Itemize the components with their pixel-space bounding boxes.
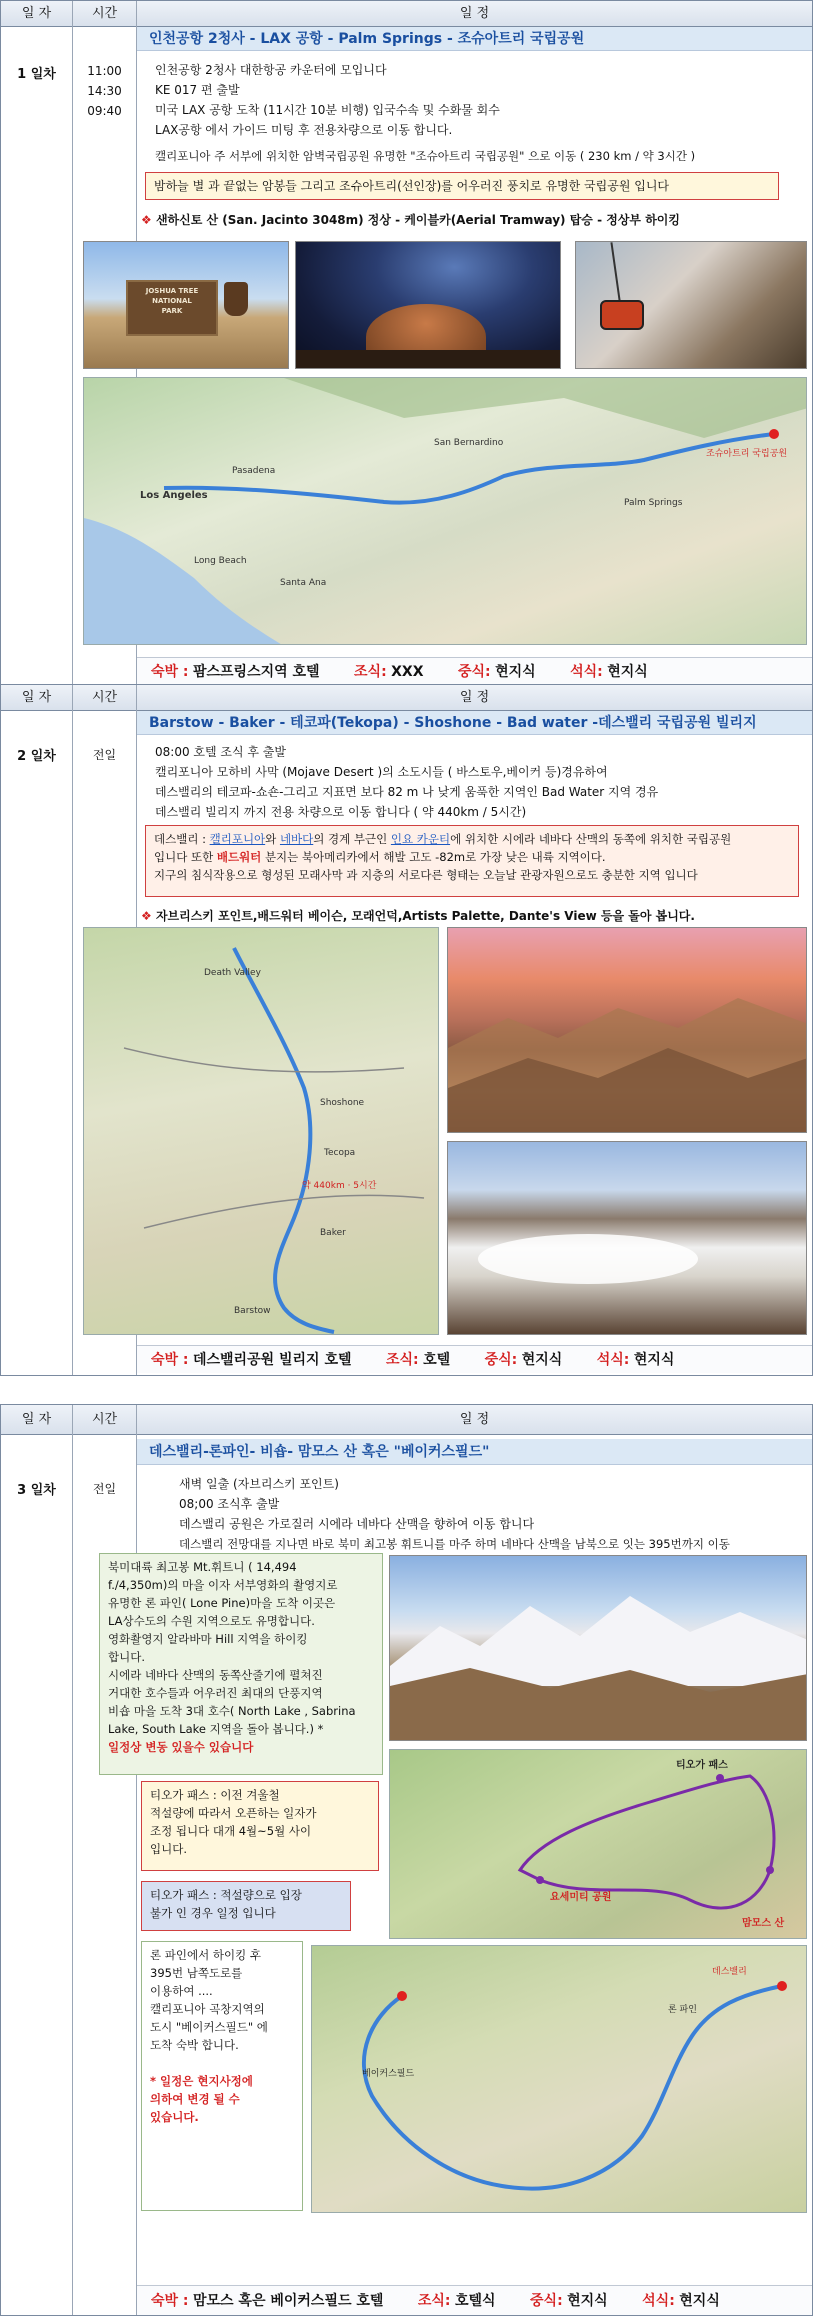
day3-table — [0, 1404, 813, 2316]
map4-label-death-valley: 데스밸리 — [712, 1967, 747, 1977]
day2-line-3: 데스밸리의 테코파-쇼숀-그리고 지표면 보다 82 m 나 낮게 움푹한 지역인 Bad Water 지역 경유 — [155, 785, 659, 799]
breakfast-label: 조식: — [417, 2293, 451, 2309]
day2-info-box — [145, 825, 799, 897]
day3-tioga-closed-box — [141, 1881, 351, 1931]
map1-label-lb: Long Beach — [194, 556, 247, 566]
bakersfield-warning: * 일정은 현지사정에 — [150, 2074, 253, 2088]
header-time: 시간 — [73, 1405, 137, 1435]
day2-highlight-text: 자브리스키 포인트,배드워터 베이슨, 모래언덕,Artists Palette, Dante's View 등을 돌아 봅니다. — [155, 909, 695, 923]
tram-car — [600, 300, 644, 330]
day1-line-2: KE 017 편 출발 — [155, 83, 240, 97]
header-day: 일 자 — [1, 1, 73, 27]
tioga-line: 티오가 패스 : 이전 겨울철 — [150, 1788, 280, 1802]
table-header — [1, 1, 812, 27]
day1-label-cell — [1, 27, 73, 685]
nps-badge — [224, 282, 248, 316]
breakfast-label: 조식: — [354, 664, 387, 680]
day2-label-cell — [1, 711, 73, 1375]
map3-point-yosemite — [536, 1876, 544, 1884]
time-2: 14:30 — [87, 84, 122, 98]
tioga-line: 입니다. — [150, 1842, 187, 1856]
tioga-line: 조정 됩니다 대개 4월~5월 사이 — [150, 1824, 312, 1838]
day2-stay-row — [137, 1345, 812, 1373]
lunch-value: 현지식 — [521, 1352, 563, 1368]
day2-line-1: 08:00 호텔 조식 후 출발 — [155, 745, 286, 759]
day3-route: 데스밸리-론파인- 비숍- 맘모스 산 혹은 "베이커스필드" — [137, 1439, 812, 1465]
green-box-line: 거대한 호수들과 어우러진 최대의 단풍지역 — [108, 1686, 323, 1700]
map4-route-svg — [312, 1946, 807, 2213]
day2-route: Barstow - Baker - 테코파(Tekopa) - Shoshone - Bad water -데스밸리 국립공원 빌리지 — [137, 711, 812, 735]
map1-destination — [769, 429, 779, 439]
hotel-name: 팜스프링스지역 호텔 — [192, 664, 320, 680]
sign-line-2: NATIONAL — [152, 297, 192, 305]
breakfast-label: 조식: — [385, 1352, 419, 1368]
sign-text — [136, 286, 208, 316]
map-la-to-joshua-tree — [83, 377, 807, 645]
bakersfield-line: 도착 숙박 합니다. — [150, 2038, 239, 2052]
map2-route-svg — [84, 928, 439, 1335]
green-box-line: 시에라 네바다 산맥의 동쪽산줄기에 펼쳐진 — [108, 1668, 323, 1682]
map3-label-yosemite: 요세미티 공원 — [550, 1892, 612, 1903]
map2-label-baker: Baker — [320, 1228, 346, 1238]
map2-label-barstow: Barstow — [234, 1306, 271, 1316]
day1-breakfast — [354, 664, 424, 680]
map4-label-bakersfield: 베이커스필드 — [362, 2069, 415, 2079]
day2-box-line-2 — [154, 848, 790, 866]
day1-line-4: LAX공항 에서 가이드 미팅 후 전용차량으로 이동 합니다. — [155, 123, 453, 137]
table-header — [1, 685, 812, 711]
day1-highlight — [141, 211, 680, 229]
photo-joshua-tree-sign — [83, 241, 289, 369]
stay-label: 숙박 : — [151, 664, 189, 680]
map2-road-2 — [144, 1195, 424, 1228]
map3-label-mammoth: 맘모스 산 — [742, 1918, 785, 1929]
green-box-line: Lake, South Lake 지역을 돌아 봅니다.) * — [108, 1722, 324, 1736]
day2-line-2: 캘리포니아 모하비 사막 (Mojave Desert )의 소도시들 ( 바스토우,베이커 등)경유하여 — [155, 765, 608, 779]
day3-lunch — [530, 2293, 608, 2309]
box-text: 입니다 또한 — [154, 850, 217, 864]
photo-zabriskie-point — [447, 927, 807, 1133]
green-box-line: f./4,350m)의 마을 이자 서부영화의 촬영지로 — [108, 1578, 338, 1592]
map2-label-dv: Death Valley — [204, 968, 261, 978]
header-day: 일 자 — [1, 1405, 73, 1435]
day3-tioga-open-box — [141, 1781, 379, 1871]
sierra-svg — [390, 1556, 807, 1741]
lunch-value: 현지식 — [495, 664, 536, 680]
photo-badwater-basin — [447, 1141, 807, 1335]
map3-point-tioga — [716, 1774, 724, 1782]
day2-table — [0, 684, 813, 1376]
day1-route: 인천공항 2청사 - LAX 공항 - Palm Springs - 조슈아트리 국립공원 — [137, 27, 812, 51]
green-box-warning: 일정상 변동 있을수 있습니다 — [108, 1740, 254, 1754]
bakersfield-line: 론 파인에서 하이킹 후 — [150, 1948, 261, 1962]
bakersfield-warning: 있습니다. — [150, 2110, 199, 2124]
table-header — [1, 1405, 812, 1435]
day1-stay-row — [137, 657, 812, 685]
box-text: 의 경계 부근인 — [313, 832, 391, 846]
day2-stay-hotel — [151, 1352, 352, 1368]
map1-label-sa: Santa Ana — [280, 578, 327, 588]
day3-line-1: 새벽 일출 (자브리스키 포인트) — [179, 1477, 339, 1491]
map1-route-svg — [84, 378, 807, 645]
day2-line-4: 데스밸리 빌리지 까지 전용 차량으로 이동 합니다 ( 약 440km / 5시간) — [155, 805, 527, 819]
lunch-label: 중식: — [484, 1352, 518, 1368]
sparkle-icon: ❖ — [141, 213, 156, 227]
day1-line-3: 미국 LAX 공항 도착 (11시간 10분 비행) 입국수속 및 수화물 회수 — [155, 103, 500, 117]
dinner-label: 석식: — [570, 664, 603, 680]
day3-dinner — [642, 2293, 720, 2309]
day1-highlight-text: 샌하신토 산 (San. Jacinto 3048m) 정상 - 케이블카(Aerial Tramway) 탑승 - 정상부 하이킹 — [155, 213, 680, 227]
day1-lunch — [458, 664, 536, 680]
map1-label-pasadena: Pasadena — [232, 466, 276, 476]
bakersfield-line: 도시 "베이커스필드" 에 — [150, 2020, 268, 2034]
link-nevada[interactable]: 네바다 — [279, 832, 314, 846]
sparkle-icon: ❖ — [141, 909, 156, 923]
stay-label: 숙박 : — [151, 2293, 189, 2309]
day1-dinner — [570, 664, 648, 680]
header-time: 시간 — [73, 685, 137, 711]
green-box-line: 북미대륙 최고봉 Mt.휘트니 ( 14,494 — [108, 1560, 297, 1574]
map1-label-jt: 조슈아트리 국립공원 — [706, 449, 788, 459]
header-day: 일 자 — [1, 685, 73, 711]
time-1: 11:00 — [87, 64, 122, 78]
badlands-svg — [448, 928, 807, 1133]
map1-label-sb: San Bernardino — [434, 438, 504, 448]
hotel-name: 맘모스 혹은 베이커스필드 호텔 — [192, 2293, 384, 2309]
map2-label-shoshone: Shoshone — [320, 1098, 365, 1108]
day3-label-cell — [1, 1435, 73, 2315]
salt-flat — [478, 1234, 698, 1284]
dinner-label: 석식: — [596, 1352, 630, 1368]
day3-time: 전일 — [92, 1482, 117, 1496]
day1-info-box: 밤하늘 별 과 끝없는 암봉들 그리고 조슈아트리(선인장)를 어우러진 풍치로 유명한 국립공원 입니다 — [145, 172, 779, 200]
map3-label-tioga: 티오가 패스 — [676, 1760, 728, 1771]
map2-road — [124, 1048, 404, 1072]
map1-label-ps: Palm Springs — [624, 498, 683, 508]
badwater-highlight: 배드워터 — [216, 850, 262, 864]
lunch-label: 중식: — [530, 2293, 563, 2309]
map4-point-end — [397, 1991, 407, 2001]
map4-point-start — [777, 1981, 787, 1991]
box-text: 에 위치한 시에라 네바다 산맥의 동쪽에 위치한 국립공원 — [450, 832, 732, 846]
lunch-value: 현지식 — [567, 2293, 608, 2309]
time-3: 09:40 — [87, 104, 122, 118]
header-time: 시간 — [73, 1, 137, 27]
map3-point-mammoth — [766, 1866, 774, 1874]
breakfast-value: 호텔 — [423, 1352, 451, 1368]
green-box-line: LA상수도의 수원 지역으로도 유명합니다. — [108, 1614, 315, 1628]
day2-highlight — [141, 907, 695, 925]
day2-lunch — [485, 1352, 563, 1368]
day2-label: 2 일차 — [17, 749, 56, 764]
day2-time: 전일 — [92, 748, 117, 762]
green-box-line: 비숍 마을 도착 3대 호수( North Lake , Sabrina — [108, 1704, 356, 1718]
tioga-line: 적설량에 따라서 오픈하는 일자가 — [150, 1806, 317, 1820]
dinner-label: 석식: — [642, 2293, 675, 2309]
map2-label-tecopa: Tecopa — [324, 1148, 356, 1158]
map1-mountains — [284, 378, 807, 438]
bakersfield-line: 395번 남쪽도로를 — [150, 1966, 243, 1980]
map4-label-lone-pine: 론 파인 — [668, 2005, 697, 2015]
lunch-label: 중식: — [457, 664, 491, 680]
sign-line-1: JOSHUA TREE — [145, 287, 199, 295]
photo-mt-whitney — [389, 1555, 807, 1741]
bakersfield-warning: 의하여 변경 될 수 — [150, 2092, 240, 2106]
day1-line-5: 캘리포니아 주 서부에 위치한 암벽국립공원 유명한 "조슈아트리 국립공원" 으로 이동 ( 230 km / 약 3시간 ) — [155, 149, 696, 163]
map1-label-la: Los Angeles — [140, 490, 208, 501]
photo-night-sky — [295, 241, 561, 369]
green-box-line: 유명한 론 파인( Lone Pine)마을 도착 이곳은 — [108, 1596, 336, 1610]
map-bakersfield-route — [311, 1945, 807, 2213]
breakfast-value: 호텔식 — [454, 2293, 496, 2309]
photo-aerial-tramway — [575, 241, 807, 369]
header-schedule: 일 정 — [459, 6, 490, 21]
day3-line-3: 데스밸리 공원은 가로질러 시에라 네바다 산맥을 향하여 이동 합니다 — [179, 1517, 535, 1531]
map3-route-svg — [390, 1750, 807, 1939]
map2-label-distance: 약 440km · 5시간 — [302, 1181, 377, 1191]
day1-line-1: 인천공항 2청사 대한항공 카운터에 모입니다 — [155, 63, 387, 77]
dinner-value: 현지식 — [679, 2293, 720, 2309]
day2-box-line-3: 지구의 침식작용으로 형성된 모래사막 과 지층의 서로다른 형태는 오늘날 관광자원으로도 충분한 지역 입니다 — [154, 868, 698, 882]
box-text: 와 — [265, 832, 280, 846]
header-schedule: 일 정 — [459, 1412, 490, 1427]
stay-label: 숙박 : — [151, 1352, 189, 1368]
map4-route — [364, 1986, 782, 2189]
map1-coast — [84, 518, 284, 645]
day2-box-line-1 — [154, 830, 790, 848]
day1-stay-hotel — [151, 664, 320, 680]
day3-lone-pine-box — [99, 1553, 383, 1775]
map-death-valley-route — [83, 927, 439, 1335]
sign-line-3: PARK — [161, 307, 183, 315]
dinner-value: 현지식 — [607, 664, 648, 680]
map2-route — [234, 948, 334, 1332]
green-box-line: 합니다. — [108, 1650, 145, 1664]
day3-line-4: 데스밸리 전망대를 지나면 바로 북미 최고봉 휘트니를 마주 하며 네바다 산맥을 남북으로 잇는 395번까지 이동 — [179, 1537, 730, 1551]
day3-stay-hotel — [151, 2293, 383, 2309]
tioga-closed-line: 불가 인 경우 일정 입니다 — [150, 1906, 276, 1920]
day3-breakfast — [418, 2293, 496, 2309]
day3-stay-row — [137, 2285, 812, 2315]
day2-breakfast — [386, 1352, 450, 1368]
hotel-name: 데스밸리공원 빌리지 호텔 — [192, 1352, 352, 1368]
header-schedule: 일 정 — [459, 690, 490, 705]
box-text: 분지는 북아메리카에서 해발 고도 -82m로 가장 낮은 내륙 지역이다. — [261, 850, 606, 864]
dinner-value: 현지식 — [633, 1352, 675, 1368]
day2-dinner — [597, 1352, 675, 1368]
link-california[interactable]: 캘리포니아 — [209, 832, 266, 846]
tioga-closed-line: 티오가 패스 : 적설량으로 입장 — [150, 1888, 302, 1902]
link-inyo-county[interactable]: 인요 카운티 — [390, 832, 451, 846]
box-text: 데스밸리 : — [154, 832, 210, 846]
map-tioga-pass — [389, 1749, 807, 1939]
breakfast-value: XXX — [391, 664, 424, 680]
bakersfield-line: 이용하여 .... — [150, 1984, 213, 1998]
day1-label: 1 일차 — [17, 67, 56, 82]
day3-bakersfield-box — [141, 1941, 303, 2211]
day3-line-2: 08;00 조식후 출발 — [179, 1497, 280, 1511]
day3-label: 3 일차 — [17, 1483, 56, 1498]
day1-table — [0, 0, 813, 686]
bakersfield-line: 캘리포니아 곡창지역의 — [150, 2002, 265, 2016]
green-box-line: 영화촬영지 알라바마 Hill 지역을 하이킹 — [108, 1632, 308, 1646]
ground — [296, 350, 561, 369]
